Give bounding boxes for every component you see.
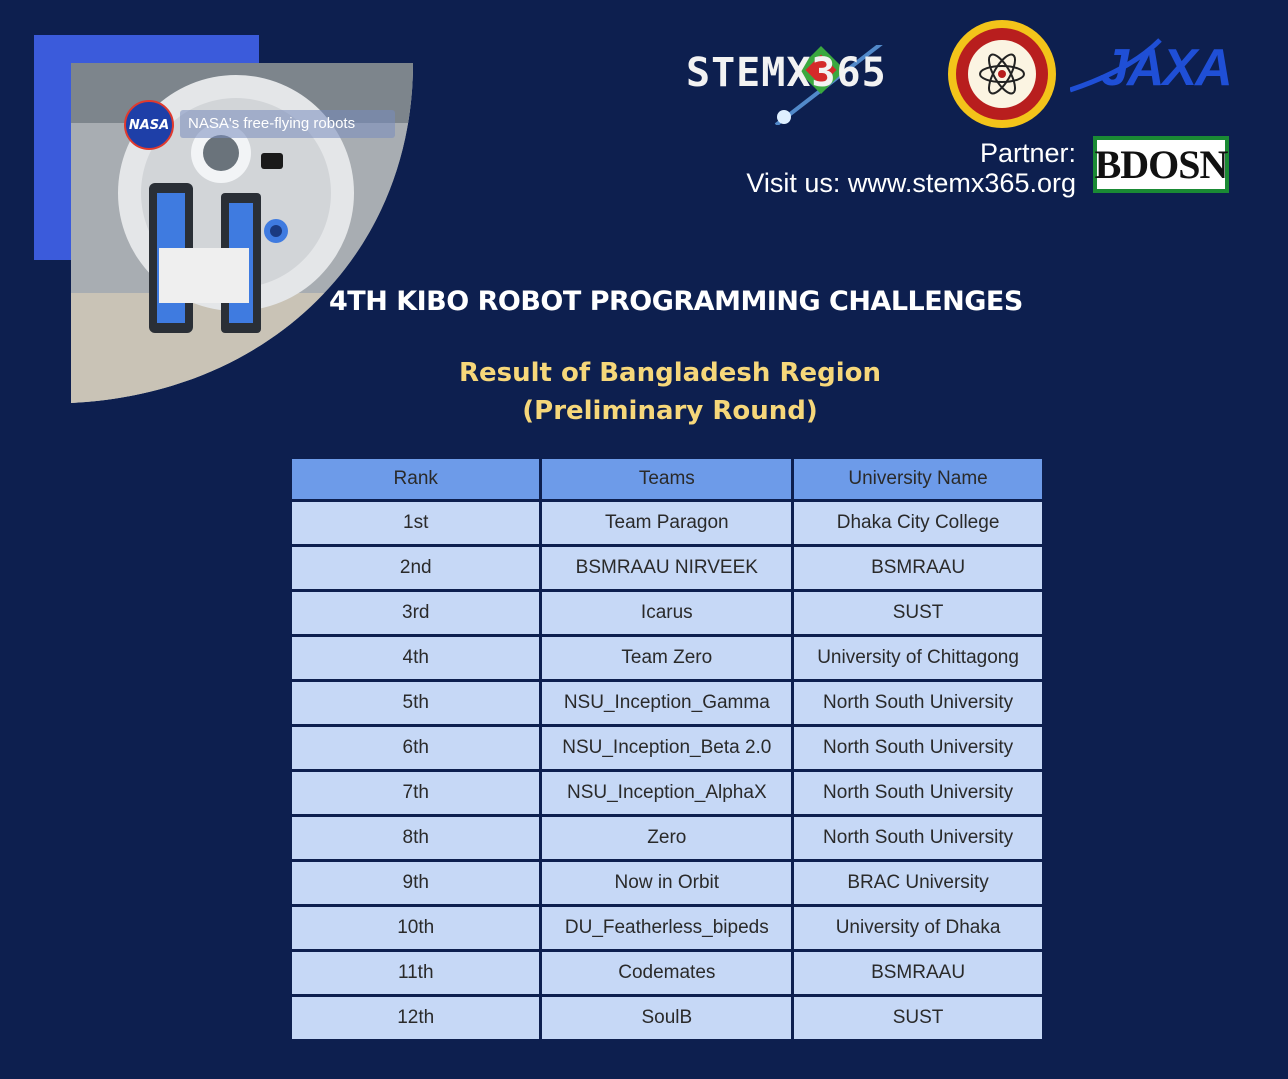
rank-cell: 12th	[291, 996, 541, 1041]
table-row	[291, 771, 1044, 816]
team-cell: Zero	[541, 816, 793, 861]
table-row	[291, 546, 1044, 591]
team-cell: NSU_Inception_Gamma	[541, 681, 793, 726]
results-table	[289, 456, 1045, 1042]
university-cell: Dhaka City College	[793, 501, 1044, 546]
rank-cell: 2nd	[291, 546, 541, 591]
header-university: University Name	[793, 458, 1044, 501]
team-cell: SoulB	[541, 996, 793, 1041]
bdosn-wordmark: BDOSN	[1094, 142, 1228, 187]
website-link[interactable]: Visit us: www.stemx365.org	[746, 168, 1076, 198]
table-row	[291, 906, 1044, 951]
university-cell: North South University	[793, 816, 1044, 861]
team-cell: Icarus	[541, 591, 793, 636]
bdosn-partner-logo	[1093, 136, 1229, 193]
nasa-caption: NASA's free-flying robots	[180, 110, 395, 138]
table-row	[291, 861, 1044, 906]
rank-cell: 4th	[291, 636, 541, 681]
university-cell: North South University	[793, 771, 1044, 816]
nasa-logo: NASA	[124, 100, 174, 150]
team-cell: Team Paragon	[541, 501, 793, 546]
team-cell: NSU_Inception_Beta 2.0	[541, 726, 793, 771]
table-row	[291, 726, 1044, 771]
rank-cell: 11th	[291, 951, 541, 996]
subtitle	[420, 354, 920, 430]
rank-cell: 7th	[291, 771, 541, 816]
table-row	[291, 996, 1044, 1041]
rank-cell: 9th	[291, 861, 541, 906]
team-cell: NSU_Inception_AlphaX	[541, 771, 793, 816]
table-row	[291, 636, 1044, 681]
table-header-row	[291, 458, 1044, 501]
page-title: 4TH KIBO ROBOT PROGRAMMING CHALLENGES	[329, 286, 1023, 317]
subtitle-line-2: (Preliminary Round)	[522, 396, 818, 426]
rank-cell: 10th	[291, 906, 541, 951]
partner-label: Partner:	[979, 138, 1076, 168]
university-cell: SUST	[793, 591, 1044, 636]
jaxa-wordmark: JAXA	[1100, 39, 1231, 97]
header-teams: Teams	[541, 458, 793, 501]
team-cell: Codemates	[541, 951, 793, 996]
rank-cell: 8th	[291, 816, 541, 861]
university-cell: North South University	[793, 681, 1044, 726]
university-cell: North South University	[793, 726, 1044, 771]
subtitle-line-1: Result of Bangladesh Region	[458, 358, 882, 388]
team-cell: Team Zero	[541, 636, 793, 681]
university-cell: BSMRAAU	[793, 546, 1044, 591]
table-row	[291, 951, 1044, 996]
table-row	[291, 816, 1044, 861]
rank-cell: 6th	[291, 726, 541, 771]
stemx365-logo	[686, 45, 936, 125]
header-rank: Rank	[291, 458, 541, 501]
stemx365-wordmark: STEMX365	[686, 50, 887, 96]
table-row	[291, 591, 1044, 636]
rank-cell: 3rd	[291, 591, 541, 636]
table-row	[291, 501, 1044, 546]
university-cell: BSMRAAU	[793, 951, 1044, 996]
university-cell: SUST	[793, 996, 1044, 1041]
table-row	[291, 681, 1044, 726]
university-cell: University of Dhaka	[793, 906, 1044, 951]
ministry-seal-logo	[948, 20, 1056, 128]
rank-cell: 5th	[291, 681, 541, 726]
team-cell: DU_Featherless_bipeds	[541, 906, 793, 951]
team-cell: BSMRAAU NIRVEEK	[541, 546, 793, 591]
university-cell: University of Chittagong	[793, 636, 1044, 681]
team-cell: Now in Orbit	[541, 861, 793, 906]
jaxa-logo	[1070, 30, 1231, 120]
rank-cell: 1st	[291, 501, 541, 546]
university-cell: BRAC University	[793, 861, 1044, 906]
